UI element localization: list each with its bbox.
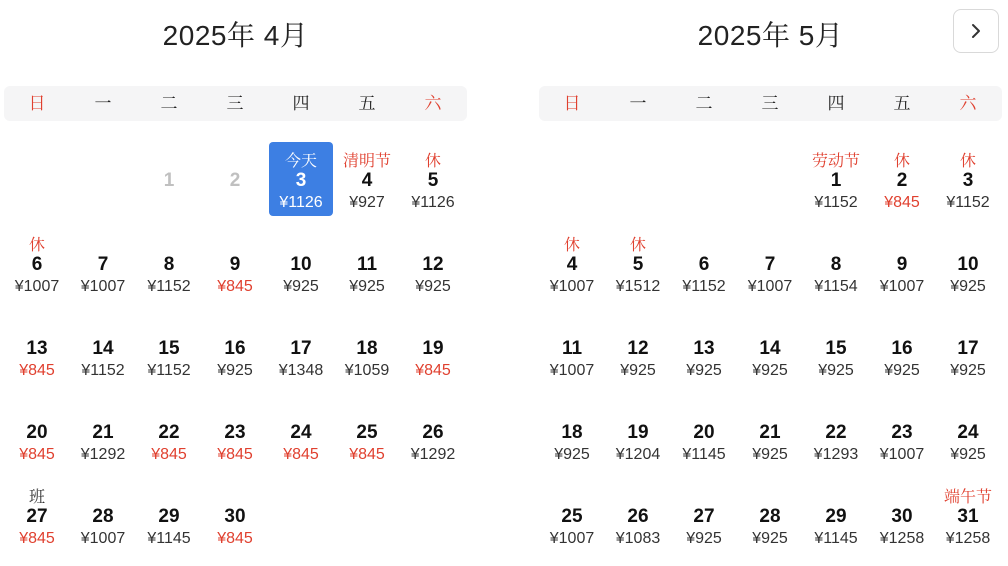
- day-number: 7: [764, 254, 776, 275]
- day-price: ¥927: [349, 194, 385, 211]
- day-number: 16: [224, 338, 246, 359]
- weekday-label: 六: [424, 94, 442, 113]
- day-number: 21: [759, 422, 781, 443]
- day-number: 10: [957, 254, 979, 275]
- day-cell[interactable]: [137, 394, 201, 468]
- day-number: 13: [26, 338, 48, 359]
- day-number: 18: [561, 422, 583, 443]
- weekday-header: [4, 86, 467, 121]
- day-number: 12: [422, 254, 444, 275]
- day-number: 5: [427, 170, 439, 191]
- day-price: ¥925: [620, 362, 656, 379]
- day-price: ¥1512: [615, 278, 661, 295]
- day-number: 17: [957, 338, 979, 359]
- day-number: 23: [224, 422, 246, 443]
- day-price: ¥925: [415, 278, 451, 295]
- day-number: 19: [627, 422, 649, 443]
- weekday-label: 一: [94, 94, 112, 113]
- day-price: ¥1145: [682, 446, 726, 463]
- day-number: 27: [693, 506, 715, 527]
- day-price: ¥925: [752, 446, 788, 463]
- day-cell[interactable]: [71, 394, 135, 468]
- day-cell[interactable]: [401, 310, 465, 384]
- day-price: ¥1348: [278, 362, 324, 379]
- day-price: ¥845: [283, 446, 319, 463]
- day-number: 22: [158, 422, 180, 443]
- weekday-label: 六: [959, 94, 977, 113]
- chevron-right-icon: [967, 22, 985, 40]
- day-price: ¥1007: [879, 446, 925, 463]
- day-number: 8: [163, 254, 175, 275]
- day-price: ¥1007: [14, 278, 60, 295]
- day-tag: 今天: [284, 153, 317, 170]
- day-cell[interactable]: [401, 142, 465, 216]
- day-cell[interactable]: [540, 226, 604, 300]
- day-cell[interactable]: [5, 394, 69, 468]
- day-number: 15: [825, 338, 847, 359]
- day-cell[interactable]: [870, 226, 934, 300]
- day-cell[interactable]: [401, 226, 465, 300]
- day-price: ¥925: [752, 362, 788, 379]
- day-price: ¥1007: [549, 362, 595, 379]
- day-cell[interactable]: [936, 226, 1000, 300]
- day-cell[interactable]: [738, 226, 802, 300]
- day-price: ¥845: [151, 446, 187, 463]
- day-cell[interactable]: [401, 394, 465, 468]
- day-number: 23: [891, 422, 913, 443]
- day-tag: 休: [424, 153, 441, 170]
- day-number: 1: [830, 170, 842, 191]
- day-tag: 清明节: [342, 153, 391, 170]
- weekday-label: 五: [358, 94, 376, 113]
- day-cell[interactable]: [804, 310, 868, 384]
- day-price: ¥1293: [813, 446, 859, 463]
- day-number: 26: [422, 422, 444, 443]
- day-number: 24: [957, 422, 979, 443]
- day-price: ¥1007: [549, 530, 595, 547]
- day-cell[interactable]: [203, 478, 267, 552]
- day-number: 28: [759, 506, 781, 527]
- day-price: ¥1152: [814, 194, 858, 211]
- day-number: 11: [561, 338, 583, 359]
- day-cell[interactable]: [269, 226, 333, 300]
- day-price: ¥1083: [615, 530, 661, 547]
- day-cell[interactable]: [606, 310, 670, 384]
- day-number: 11: [356, 254, 378, 275]
- day-price: ¥1204: [615, 446, 661, 463]
- day-number: 18: [356, 338, 378, 359]
- day-price: ¥925: [686, 362, 722, 379]
- day-price: ¥925: [818, 362, 854, 379]
- day-price: ¥1145: [814, 530, 858, 547]
- day-cell[interactable]: [269, 394, 333, 468]
- day-number: 9: [229, 254, 241, 275]
- day-price: ¥1007: [549, 278, 595, 295]
- day-cell[interactable]: [870, 142, 934, 216]
- day-cell[interactable]: [672, 310, 736, 384]
- day-price: ¥845: [349, 446, 385, 463]
- day-price: ¥1145: [147, 530, 191, 547]
- day-cell[interactable]: [870, 478, 934, 552]
- day-number: 16: [891, 338, 913, 359]
- day-number: 14: [92, 338, 114, 359]
- day-number: 3: [295, 170, 307, 191]
- day-number: 2: [229, 170, 241, 191]
- day-number: 30: [891, 506, 913, 527]
- weekday-label: 五: [893, 94, 911, 113]
- day-price: ¥1258: [879, 530, 925, 547]
- day-price: ¥925: [950, 362, 986, 379]
- day-price: ¥925: [686, 530, 722, 547]
- day-cell[interactable]: [203, 394, 267, 468]
- day-price: ¥845: [19, 362, 55, 379]
- day-cell[interactable]: [870, 394, 934, 468]
- day-price: ¥925: [950, 446, 986, 463]
- weekday-label: 日: [563, 94, 581, 113]
- day-cell[interactable]: [606, 226, 670, 300]
- day-price: ¥925: [217, 362, 253, 379]
- day-cell[interactable]: [540, 394, 604, 468]
- weekday-label: 三: [226, 94, 244, 113]
- day-price: ¥1258: [945, 530, 991, 547]
- day-number: 4: [361, 170, 373, 191]
- day-price: ¥1152: [682, 278, 726, 295]
- day-number: 6: [31, 254, 43, 275]
- day-number: 14: [759, 338, 781, 359]
- day-number: 30: [224, 506, 246, 527]
- day-number: 29: [825, 506, 847, 527]
- day-number: 31: [957, 506, 979, 527]
- day-price: ¥845: [884, 194, 920, 211]
- day-price: ¥925: [950, 278, 986, 295]
- day-cell[interactable]: [936, 394, 1000, 468]
- day-cell[interactable]: [738, 310, 802, 384]
- day-price: ¥845: [217, 278, 253, 295]
- day-price: ¥1152: [147, 362, 191, 379]
- day-price: ¥925: [283, 278, 319, 295]
- weekday-label: 四: [827, 94, 845, 113]
- weekday-label: 四: [292, 94, 310, 113]
- day-cell[interactable]: [738, 478, 802, 552]
- day-price: ¥845: [415, 362, 451, 379]
- day-price: ¥845: [217, 446, 253, 463]
- next-month-button[interactable]: [953, 9, 999, 53]
- day-cell[interactable]: [137, 310, 201, 384]
- day-cell[interactable]: [738, 394, 802, 468]
- day-number: 12: [627, 338, 649, 359]
- day-number: 19: [422, 338, 444, 359]
- weekday-label: 二: [160, 94, 178, 113]
- day-number: 7: [97, 254, 109, 275]
- day-number: 13: [693, 338, 715, 359]
- day-cell[interactable]: [71, 226, 135, 300]
- day-cell[interactable]: [335, 310, 399, 384]
- day-price: ¥925: [349, 278, 385, 295]
- day-cell[interactable]: [606, 394, 670, 468]
- month-may: [539, 0, 1002, 566]
- day-price: ¥925: [884, 362, 920, 379]
- weekday-label: 二: [695, 94, 713, 113]
- day-price: ¥925: [554, 446, 590, 463]
- day-number: 20: [693, 422, 715, 443]
- day-price: ¥1292: [410, 446, 456, 463]
- day-number: 6: [698, 254, 710, 275]
- day-cell[interactable]: [5, 478, 69, 552]
- day-tag: 休: [28, 237, 45, 254]
- day-cell[interactable]: [137, 478, 201, 552]
- day-price: ¥845: [19, 446, 55, 463]
- day-price: ¥925: [752, 530, 788, 547]
- day-tag: 劳动节: [811, 153, 860, 170]
- day-number: 22: [825, 422, 847, 443]
- day-cell[interactable]: [672, 478, 736, 552]
- day-price: ¥1007: [80, 278, 126, 295]
- day-cell[interactable]: [804, 226, 868, 300]
- day-cell[interactable]: [936, 478, 1000, 552]
- day-price: ¥1126: [279, 194, 323, 211]
- day-cell: [203, 142, 267, 216]
- day-number: 25: [356, 422, 378, 443]
- day-number: 26: [627, 506, 649, 527]
- day-price: ¥1007: [879, 278, 925, 295]
- day-price: ¥1152: [81, 362, 125, 379]
- day-price: ¥1059: [344, 362, 390, 379]
- day-cell[interactable]: [540, 478, 604, 552]
- day-cell[interactable]: [203, 310, 267, 384]
- day-cell[interactable]: [804, 394, 868, 468]
- day-cell[interactable]: [804, 142, 868, 216]
- weekday-label: 一: [629, 94, 647, 113]
- day-number: 20: [26, 422, 48, 443]
- day-number: 21: [92, 422, 114, 443]
- day-cell[interactable]: [540, 310, 604, 384]
- day-tag: 端午节: [943, 489, 992, 506]
- day-cell[interactable]: [71, 478, 135, 552]
- day-number: 4: [566, 254, 578, 275]
- month-april: [4, 0, 467, 566]
- day-number: 2: [896, 170, 908, 191]
- day-cell[interactable]: [936, 142, 1000, 216]
- day-cell[interactable]: [203, 226, 267, 300]
- weekday-label: 三: [761, 94, 779, 113]
- day-number: 10: [290, 254, 312, 275]
- day-cell[interactable]: [606, 478, 670, 552]
- day-cell[interactable]: [870, 310, 934, 384]
- day-price: ¥1152: [946, 194, 990, 211]
- day-cell[interactable]: [5, 226, 69, 300]
- day-tag: 休: [959, 153, 976, 170]
- day-cell[interactable]: [335, 226, 399, 300]
- day-cell-today[interactable]: [269, 142, 333, 216]
- day-number: 15: [158, 338, 180, 359]
- day-number: 9: [896, 254, 908, 275]
- day-number: 5: [632, 254, 644, 275]
- day-cell[interactable]: [269, 310, 333, 384]
- day-cell: [137, 142, 201, 216]
- day-cell[interactable]: [137, 226, 201, 300]
- day-number: 24: [290, 422, 312, 443]
- day-tag: 休: [629, 237, 646, 254]
- day-cell[interactable]: [672, 394, 736, 468]
- day-price: ¥1126: [411, 194, 455, 211]
- day-price: ¥1292: [80, 446, 126, 463]
- day-tag: 休: [893, 153, 910, 170]
- day-number: 3: [962, 170, 974, 191]
- day-number: 8: [830, 254, 842, 275]
- month-title: 2025年 4月: [162, 20, 309, 51]
- day-price: ¥845: [217, 530, 253, 547]
- day-tag: 休: [563, 237, 580, 254]
- day-cell[interactable]: [5, 310, 69, 384]
- weekday-label: 日: [28, 94, 46, 113]
- day-price: ¥1007: [747, 278, 793, 295]
- day-cell[interactable]: [936, 310, 1000, 384]
- day-number: 17: [290, 338, 312, 359]
- day-number: 27: [26, 506, 48, 527]
- day-cell[interactable]: [335, 142, 399, 216]
- day-tag: 班: [28, 489, 45, 506]
- day-price: ¥1007: [80, 530, 126, 547]
- day-cell[interactable]: [335, 394, 399, 468]
- day-number: 28: [92, 506, 114, 527]
- day-number: 1: [163, 170, 175, 191]
- day-cell[interactable]: [804, 478, 868, 552]
- month-title: 2025年 5月: [697, 20, 844, 51]
- day-number: 29: [158, 506, 180, 527]
- day-cell[interactable]: [71, 310, 135, 384]
- day-price: ¥1154: [814, 278, 858, 295]
- weekday-header: [539, 86, 1002, 121]
- day-number: 25: [561, 506, 583, 527]
- day-price: ¥1152: [147, 278, 191, 295]
- day-cell[interactable]: [672, 226, 736, 300]
- day-price: ¥845: [19, 530, 55, 547]
